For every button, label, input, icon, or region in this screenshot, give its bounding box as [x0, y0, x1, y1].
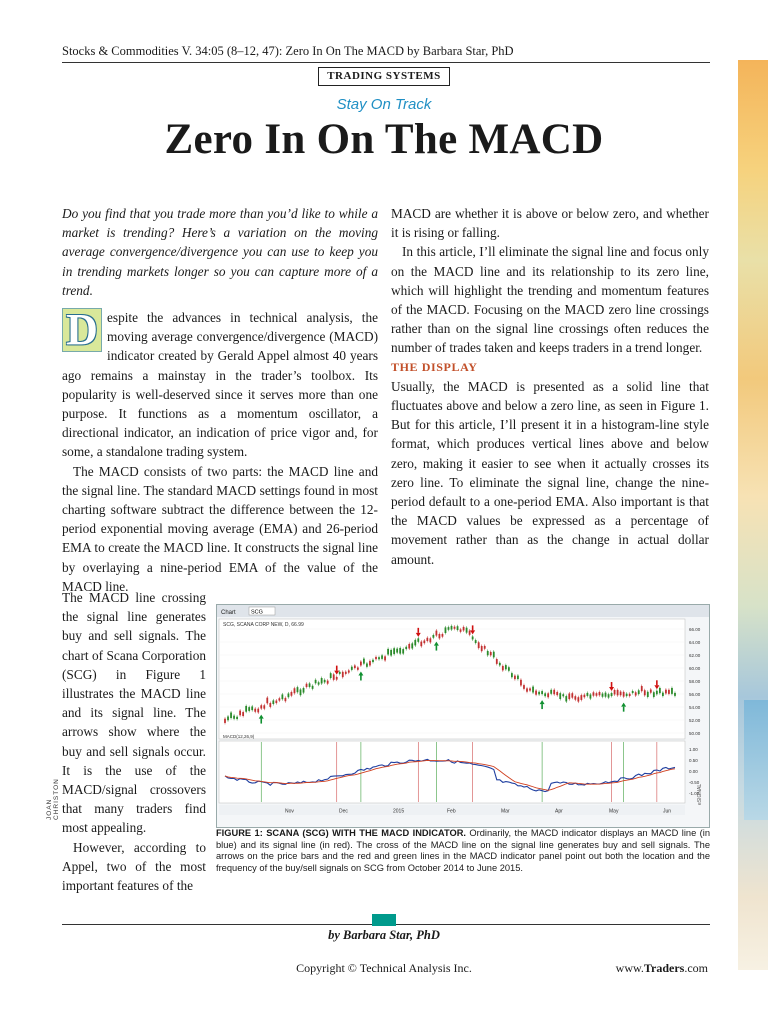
price-bar: [559, 693, 561, 699]
price-bar: [399, 648, 401, 654]
macd-tick-label: -0.50: [689, 780, 700, 785]
price-bar: [568, 693, 570, 699]
price-bar: [466, 628, 468, 633]
price-bar: [571, 693, 573, 697]
price-bar: [278, 698, 280, 700]
price-bar: [611, 693, 613, 696]
price-bar: [665, 690, 667, 694]
decorative-side-strip: [738, 60, 768, 970]
price-bar: [593, 692, 595, 695]
intro-text: Do you find that you trade more than you’d like to while a market is trending? Here’s a variation on the moving average convergence/divergence you can use to keep you in trending markets longer so you can capture more of a trend.: [62, 206, 378, 298]
price-panel: [219, 619, 685, 739]
price-bar: [408, 644, 410, 649]
price-bar: [384, 656, 386, 660]
copyright: Copyright © Technical Analysis Inc.: [296, 961, 472, 975]
figure-1: [216, 604, 710, 828]
macd-tick-label: 0.50: [689, 758, 698, 763]
price-bar: [550, 690, 552, 694]
time-axis-label: Mar: [501, 808, 510, 815]
left-column: [62, 305, 378, 596]
price-bar: [281, 694, 283, 699]
section-tag: TRADING SYSTEMS: [318, 67, 450, 86]
macd-label: MACD(12,26,9): [223, 734, 255, 739]
figure-caption: [216, 828, 710, 874]
price-bar: [599, 692, 601, 695]
paragraph-4: However, according to Appel, two of the most important features of the: [62, 839, 206, 894]
price-bar: [269, 703, 271, 707]
price-tick-label: 62.00: [689, 653, 701, 658]
paragraph-1-text: espite the advances in technical analysis, the moving average convergence/divergence (MACD) indicator created by Gerald Appel almost 40 years ago remains a mainstay in the trader’s toolbox. Its popularity is well-deserved since it serves more than one purpose. It functions as a momentum oscillator, a directional indicator, an indication of price vigor and, for some, a standalone trading system.: [62, 310, 378, 460]
time-axis-label: Apr: [555, 808, 563, 815]
price-bar: [227, 716, 229, 720]
right-column: [391, 204, 709, 569]
price-bar: [541, 691, 543, 694]
running-head: Stocks & Commodities V. 34:05 (8–12, 47): Zero In On The MACD by Barbara Star, PhD: [62, 44, 514, 58]
dropcap-letter: D: [62, 308, 102, 352]
price-bar: [562, 694, 564, 696]
price-bar: [635, 692, 637, 695]
price-bar: [535, 691, 537, 695]
price-bar: [233, 716, 235, 719]
price-bar: [644, 690, 646, 695]
price-bar: [333, 674, 335, 679]
subhead-display: THE DISPLAY: [391, 359, 478, 374]
price-bar: [614, 690, 616, 694]
price-bar: [429, 638, 431, 642]
price-bar: [671, 688, 673, 694]
decorative-side-accent: [744, 700, 768, 820]
price-bar: [659, 688, 661, 693]
price-tick-label: 50.00: [689, 731, 701, 736]
price-bar: [478, 642, 480, 648]
time-axis-label: 2015: [393, 808, 405, 815]
price-bar: [275, 701, 277, 704]
price-bar: [396, 649, 398, 653]
price-bar: [523, 685, 525, 689]
price-bar: [650, 690, 652, 693]
price-bar: [381, 655, 383, 659]
price-bar: [239, 711, 241, 716]
price-bar: [632, 691, 634, 693]
price-bar: [472, 636, 474, 639]
price-tick-label: 58.00: [689, 679, 701, 684]
photo-credit: JOAN CHRISTON: [46, 778, 60, 820]
chart-legend: SCG, SCANA CORP NEW, D, 66.99: [223, 622, 304, 628]
chart-symbol: SCG: [251, 609, 263, 616]
price-bar: [556, 692, 558, 695]
price-bar: [263, 705, 265, 708]
price-bar: [224, 719, 226, 723]
chart-svg: [217, 605, 709, 827]
price-bar: [565, 696, 567, 701]
price-bar: [451, 626, 453, 630]
price-bar: [484, 646, 486, 649]
time-axis-label: Nov: [285, 808, 294, 815]
price-bar: [580, 695, 582, 700]
price-bar: [236, 717, 238, 719]
price-bar: [251, 706, 253, 710]
price-bar: [674, 693, 676, 696]
price-bar: [493, 652, 495, 658]
price-bar: [454, 627, 456, 629]
article-kicker: Stay On Track: [336, 96, 432, 113]
price-bar: [417, 638, 419, 641]
macd-tick-label: -1.00: [689, 791, 700, 796]
price-bar: [257, 709, 259, 713]
time-axis-label: Feb: [447, 808, 456, 815]
price-bar: [230, 713, 232, 719]
paragraph-r2: In this article, I’ll eliminate the signal line and focus only on the MACD line and its relationship to its zero line, which will highlight the trending and momentum features of the MACD. Focusing on the MACD zero line crossings rather than on the signal line crossings often reduces the number of trades taken and keeps traders in a trend longer.: [391, 244, 709, 356]
price-bar: [626, 694, 628, 696]
header-rule: [62, 62, 710, 63]
price-bar: [574, 696, 576, 699]
price-bar: [245, 706, 247, 712]
price-bar: [668, 690, 670, 694]
price-bar: [547, 693, 549, 697]
price-bar: [324, 680, 326, 683]
website-link[interactable]: [616, 961, 708, 976]
macd-tick-label: 0.00: [689, 769, 698, 774]
price-bar: [411, 643, 413, 648]
price-bar: [260, 705, 262, 708]
price-bar: [300, 689, 302, 695]
price-bar: [387, 649, 389, 655]
price-bar: [315, 680, 317, 683]
price-bar: [514, 676, 516, 680]
price-bar: [363, 659, 365, 664]
price-bar: [414, 640, 416, 646]
price-bar: [520, 680, 522, 686]
price-bar: [490, 652, 492, 655]
price-bar: [248, 707, 250, 711]
price-bar: [526, 688, 528, 691]
article-title: Zero In On The MACD: [164, 116, 604, 163]
price-bar: [442, 634, 444, 637]
time-axis-label: Jun: [663, 808, 672, 815]
caption-title: FIGURE 1: SCANA (SCG) WITH THE MACD INDICATOR.: [216, 828, 466, 838]
price-bar: [242, 712, 244, 716]
price-bar: [517, 676, 519, 680]
price-bar: [375, 657, 377, 659]
price-bar: [372, 660, 374, 662]
price-bar: [348, 670, 350, 672]
price-bar: [662, 693, 664, 696]
price-bar: [330, 673, 332, 678]
price-bar: [336, 677, 338, 680]
price-bar: [351, 667, 353, 670]
price-bar: [620, 692, 622, 696]
narrow-column: [62, 588, 206, 895]
macd-tick-label: 1.00: [689, 747, 698, 752]
price-bar: [327, 681, 329, 684]
price-bar: [318, 682, 320, 684]
paragraph-r1: MACD are whether it is above or below zero, and whether it is rising or falling.: [391, 206, 709, 241]
price-bar: [345, 672, 347, 674]
price-bar: [366, 663, 368, 666]
price-bar: [312, 686, 314, 689]
price-bar: [354, 665, 356, 668]
price-bar: [272, 700, 274, 704]
price-bar: [538, 692, 540, 695]
price-bar: [583, 695, 585, 697]
paragraph-2: The MACD consists of two parts: the MACD line and the signal line. The standard MACD settings found in most charting software subtract the difference between the 12-period exponential moving average (EMA) and 26-period EMA to create the MACD line. It constructs the signal line by overlaying a nine-period EMA of the value of the MACD line.: [62, 463, 378, 594]
paragraph-r3: Usually, the MACD is presented as a solid line that fluctuates above and below a zero line, as seen in Figure 1. But for this article, I’ll present it in a histogram-line style format, which produces vertical lines above and below zero, making it easier to see when it actually crosses its zero line. To eliminate the signal line, change the nine-period default to a one-period EMA. Also important is that the MACD values be expressed as a percentage of movement rather than as the change in actual dollar amount.: [391, 378, 709, 567]
price-bar: [426, 638, 428, 641]
price-bar: [590, 694, 592, 698]
price-bar: [402, 649, 404, 654]
chart-toolbar: [217, 605, 709, 617]
price-bar: [475, 640, 477, 643]
price-bar: [553, 690, 555, 694]
price-bar: [656, 691, 658, 695]
site-suffix: .com: [684, 961, 708, 975]
price-bar: [291, 692, 293, 696]
price-bar: [587, 693, 589, 696]
price-bar: [457, 626, 459, 630]
intro-paragraph: [62, 204, 378, 300]
price-bar: [529, 688, 531, 690]
price-bar: [303, 688, 305, 693]
price-bar: [505, 665, 507, 669]
caption-text: Ordinarily, the MACD indicator displays an MACD line (in blue) and its signal line (in red). The cross of the MACD line on the signal line generates buy and sell signals. The arrows on the price bars and the red and green lines in the MACD indicator panel point out both the location and the frequency of the buy/sell signals on SCG from October 2014 to June 2015.: [216, 828, 711, 873]
price-bar: [423, 640, 425, 643]
price-tick-label: 56.00: [689, 692, 701, 697]
macd-panel: [219, 741, 685, 803]
site-name: Traders: [643, 961, 685, 975]
price-bar: [266, 698, 268, 704]
price-bar: [439, 634, 441, 638]
price-bar: [647, 692, 649, 697]
time-axis-label: Dec: [339, 808, 348, 815]
price-bar: [641, 686, 643, 691]
price-bar: [596, 693, 598, 696]
price-bar: [499, 663, 501, 666]
price-bar: [496, 659, 498, 664]
price-bar: [605, 693, 607, 697]
footer-marker: [372, 914, 396, 926]
price-tick-label: 54.00: [689, 705, 701, 710]
price-bar: [393, 648, 395, 654]
price-bar: [481, 646, 483, 651]
price-tick-label: 64.00: [689, 640, 701, 645]
price-bar: [623, 692, 625, 697]
price-bar: [309, 683, 311, 687]
price-bar: [378, 657, 380, 659]
price-bar: [420, 642, 422, 647]
price-bar: [577, 697, 579, 701]
price-bar: [544, 693, 546, 696]
time-axis-label: May: [609, 808, 619, 815]
price-bar: [306, 684, 308, 687]
site-prefix: www.: [615, 961, 644, 975]
price-bar: [638, 690, 640, 694]
paragraph-1: [62, 305, 378, 462]
paragraph-3: The MACD line crossing the signal line generates buy and sell signals. The chart of Scana Corporation (SCG) in Figure 1 illustrates the MACD line and its signal line. The arrows show where the buy and sell signals occur. It is the use of the MACD/signal crossovers that many traders find most appealing.: [62, 590, 206, 836]
price-bar: [502, 666, 504, 670]
price-bar: [357, 667, 359, 669]
price-bar: [360, 662, 362, 666]
chart-window-title: Chart: [221, 610, 236, 616]
price-bar: [629, 694, 631, 696]
price-bar: [532, 687, 534, 693]
watermark: eSIGNAL: [697, 783, 703, 805]
price-bar: [288, 693, 290, 697]
price-bar: [460, 629, 462, 631]
price-tick-label: 52.00: [689, 718, 701, 723]
price-bar: [617, 690, 619, 695]
price-bar: [653, 692, 655, 697]
price-bar: [369, 661, 371, 666]
price-bar: [469, 631, 471, 635]
price-bar: [511, 673, 513, 677]
price-tick-label: 60.00: [689, 666, 701, 671]
price-bar: [285, 698, 287, 701]
price-bar: [432, 635, 434, 638]
price-bar: [405, 647, 407, 649]
byline: by Barbara Star, PhD: [328, 928, 440, 942]
price-bar: [436, 631, 438, 636]
price-bar: [487, 651, 489, 655]
price-bar: [445, 627, 447, 633]
price-bar: [254, 709, 256, 712]
price-bar: [602, 694, 604, 697]
price-bar: [390, 650, 392, 656]
price-bar: [463, 627, 465, 631]
price-bar: [342, 672, 344, 677]
price-bar: [321, 678, 323, 683]
price-bar: [294, 688, 296, 693]
price-bar: [339, 672, 341, 674]
price-bar: [297, 687, 299, 692]
price-bar: [608, 694, 610, 697]
price-bar: [448, 627, 450, 630]
price-bar: [508, 667, 510, 671]
price-tick-label: 66.00: [689, 627, 701, 632]
